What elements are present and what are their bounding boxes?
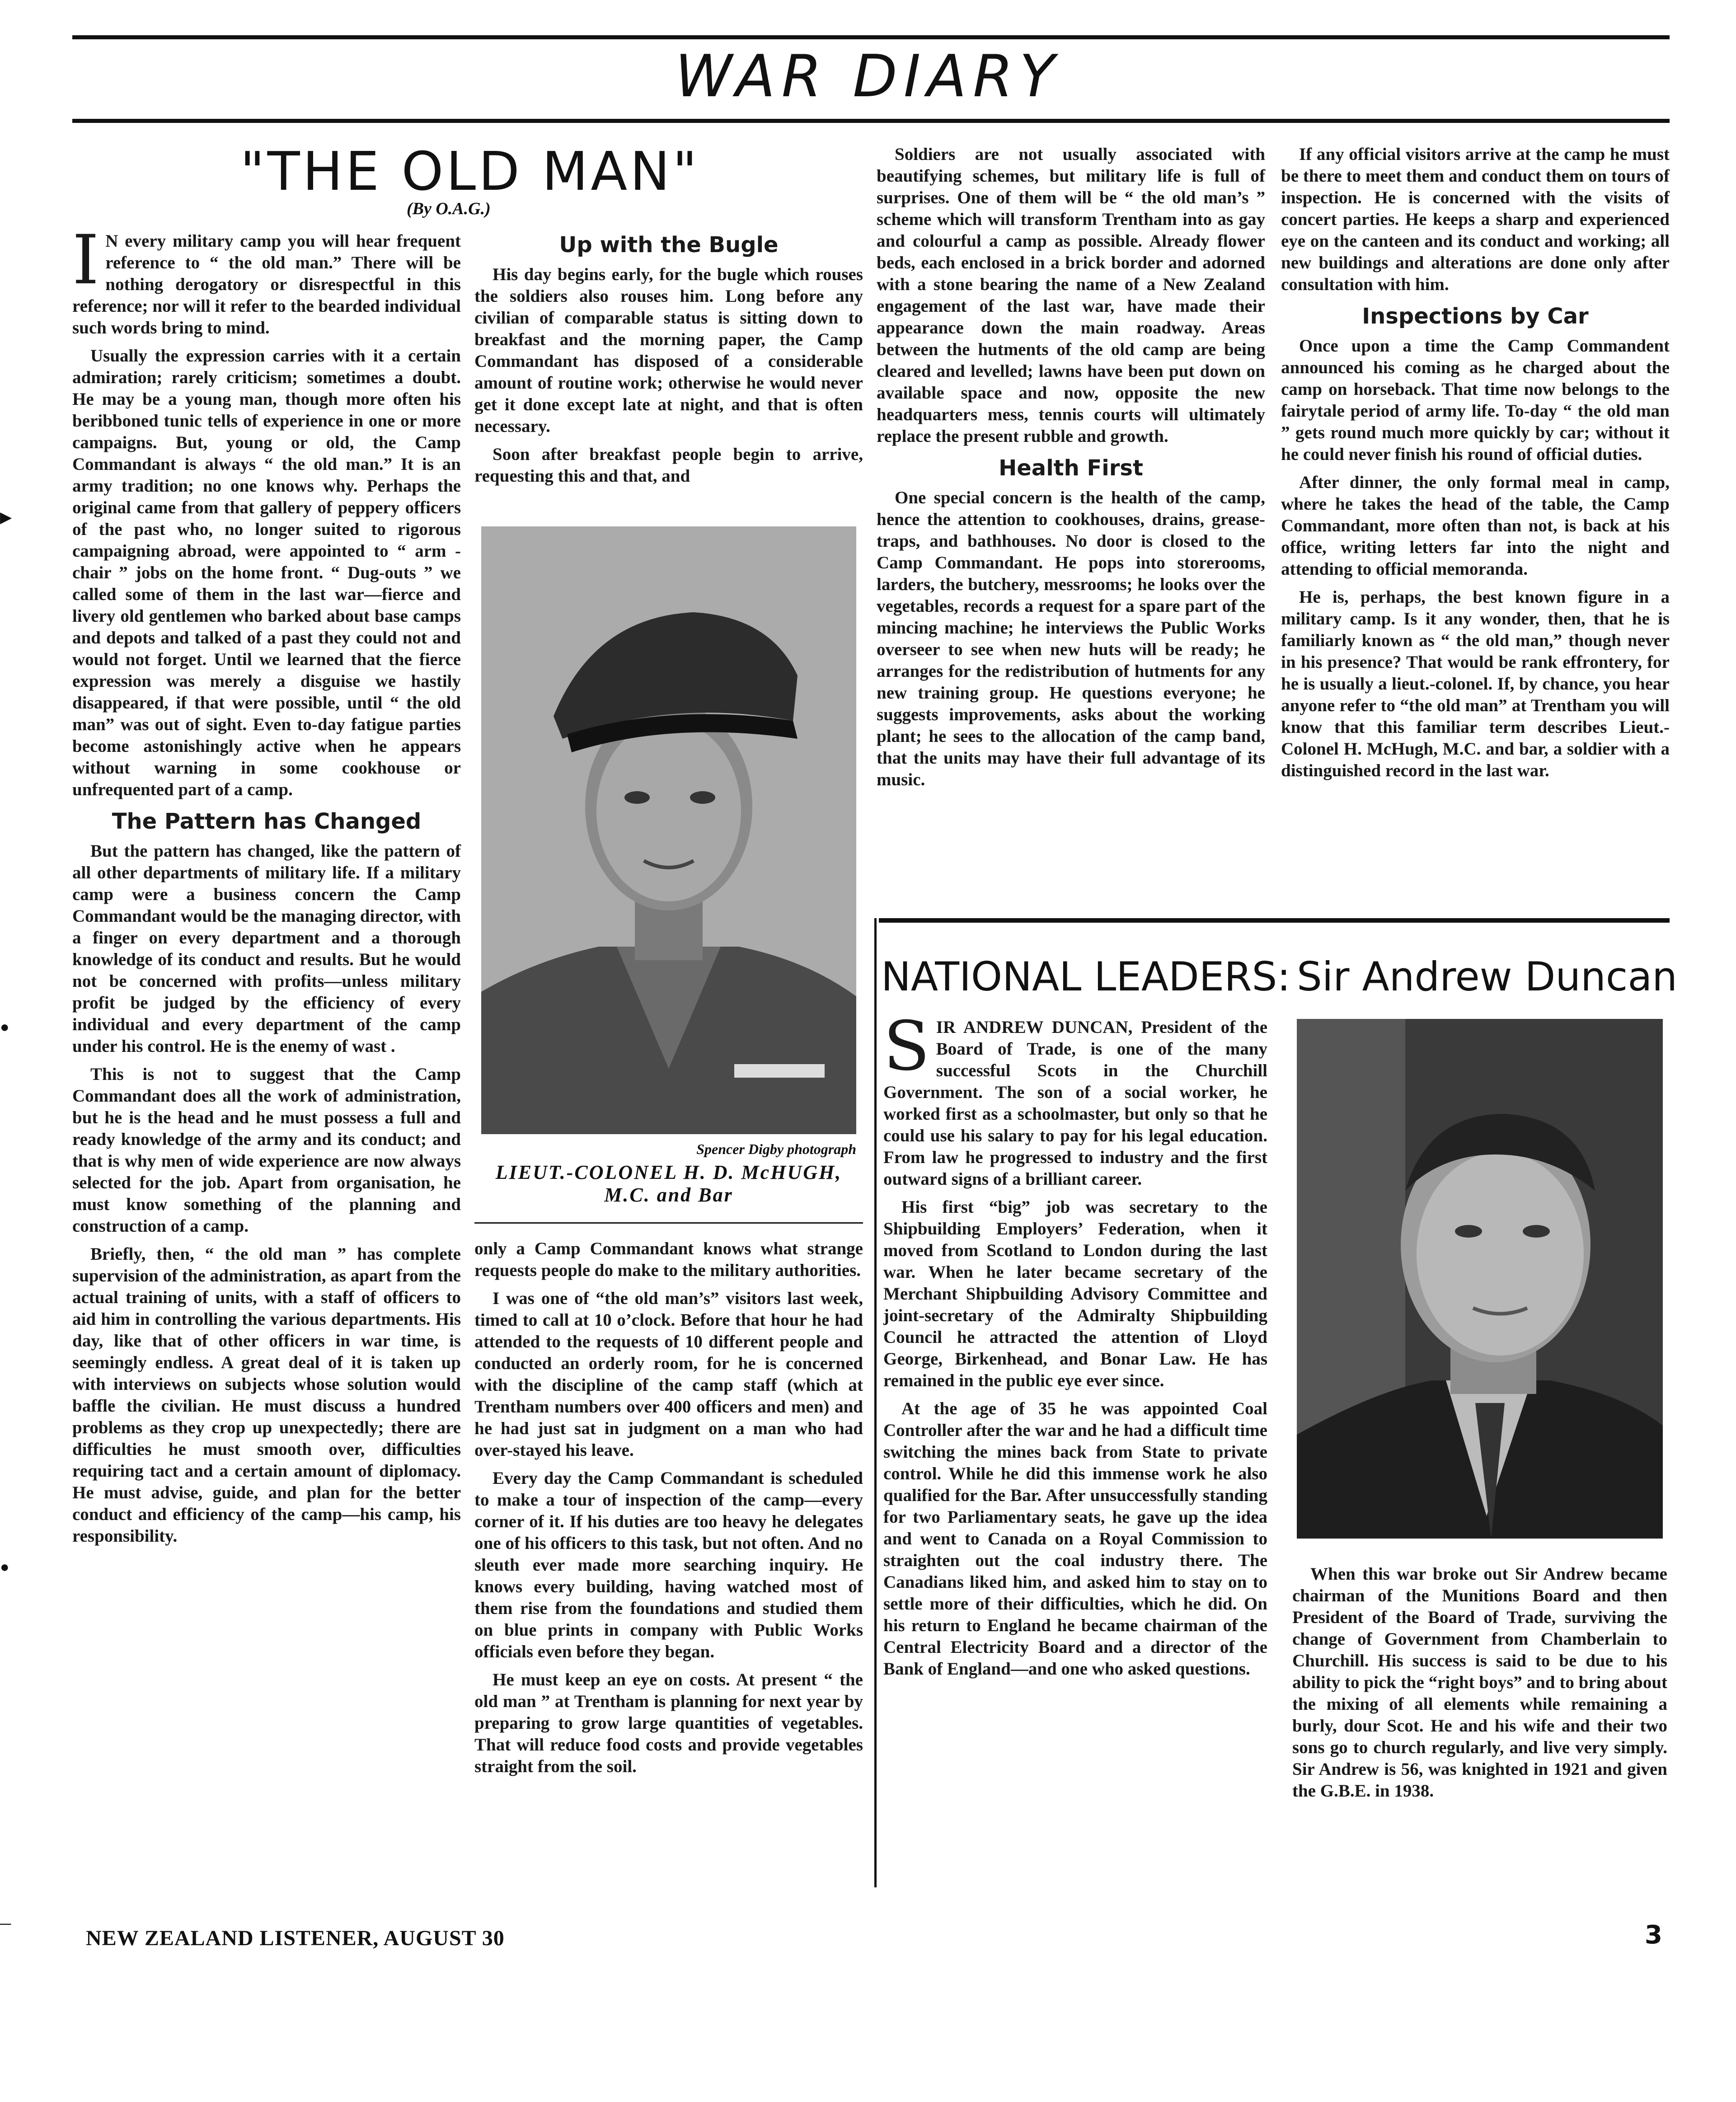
paragraph: I was one of “the old man’s” visitors last week, timed to call at 10 o’clock. Before that hour he had attended to the requests of 10 different people and conducted an orderly room, for he is concerned with the discipline of the camp staff (which at Trentham numbers over 400 officers and men) and he had just sat in judgment on a man who had over-stayed his leave. xyxy=(474,1289,863,1460)
national-leaders-title xyxy=(881,953,1290,1000)
article-column-1 xyxy=(72,221,461,1553)
paragraph: His first “big” job was secretary to the Shipbuilding Employers’ Federation, when it moved from Scotland to London during the last war. When he later became secretary of the Merchant Shipbuilding Advisory Committee and joint-secretary of the Admiralty Shipbuilding Council he attracted the attention of Lloyd George, Birkenhead, and Bonar Law. He has remained in the public eye ever since. xyxy=(883,1197,1267,1390)
paragraph: IR ANDREW DUNCAN, President of the Board of Trade, is one of the many successful Scots in the Churchill Government. The son of a social worker, he worked first as a schoolmaster, but only so that he could use his salary to pay for his legal education. From law he progressed to industry and the first outward signs of a brilliant career. xyxy=(883,1018,1267,1189)
caption-rule xyxy=(474,1222,863,1224)
portrait-illustration xyxy=(481,526,856,1134)
article-column-2 xyxy=(474,230,863,493)
paragraph: His day begins early, for the bugle which rouses the soldiers also rouses him. Long before any civilian of comparable status is sitting down to breakfast and the morning paper, the Camp Commandant has disposed of a considerable amount of routine work; otherwise he would never get it done except late at night, and that is often necessary. xyxy=(474,265,863,436)
subheading-bugle: Up with the Bugle xyxy=(559,232,779,258)
article-byline: (By O.A.G.) xyxy=(407,199,491,218)
section-rule-heavy xyxy=(879,918,1670,923)
series-title: NATIONAL LEADERS: xyxy=(881,953,1291,1000)
paragraph: If any official visitors arrive at the camp he must be there to meet them and conduct them on tours of inspection. He is concerned with the visits of concert parties. He keeps a sharp and experienced eye on the canteen and its conduct and working; all new buildings and alterations are done only after consultation with him. xyxy=(1281,145,1670,294)
margin-mark: ▶ xyxy=(0,509,12,526)
paragraph: Every day the Camp Commandant is scheduled to make a tour of inspection of the camp—every corner of it. If his duties are too heavy he delegates one of his officers to this task, but not often. And no sleuth ever made more searching inquiry. He knows every building, having watched most of them rise from the foundations and studied them on blue prints in company with Public Works officials even before they began. xyxy=(474,1469,863,1661)
portrait-photo-duncan xyxy=(1297,1019,1663,1539)
publication-footer: NEW ZEALAND LISTENER, AUGUST 30 xyxy=(86,1926,505,1950)
page-number: 3 xyxy=(1645,1920,1662,1950)
article-title: "THE OLD MAN" xyxy=(240,140,700,202)
paragraph: This is not to suggest that the Camp Commandant does all the work of administration, but he is the head and he must possess a full and ready knowledge of the army and its conduct; and that is why men of wide experience are now always selected for the job. Apart from organisation, he must know something of the planning and construction of a camp. xyxy=(72,1065,461,1236)
article-column-4 xyxy=(1281,144,1670,788)
paragraph: But the pattern has changed, like the pattern of all other departments of military life. If a military camp were a business concern the Camp Commandant would be the managing director, with a finger on every department and a thorough knowledge of its conduct and results. But he would not be concerned with profits—unless military profit be judged by the efficiency of every individual and every department of the camp under his control. He is the enemy of wast . xyxy=(72,841,461,1056)
margin-mark: ● xyxy=(0,1019,9,1036)
subheading-pattern: The Pattern has Changed xyxy=(112,809,422,834)
section-header: WAR DIARY xyxy=(675,43,1061,110)
paragraph: Usually the expression carries with it a certain admiration; rarely criticism; sometimes a doubt. He may be a young man, though more often his beribboned tunic tells of experience in one or more campaigns. But, young or old, the Camp Commandant is always “ the old man.” It is an army tradition; no one knows why. Perhaps the original came from that gallery of peppery officers of the past who, no longer suited to rigorous campaigning abroad, were appointed to “ arm - chair ” jobs on the home front. “ Dug-outs ” we called some of them in the last war—fierce and livery old gentlemen who barked about base camps and depots and talked of a past they could not and would not forget. Until we learned that the fierce expression was merely a disguise we hastily disappeared, if that were possible, until “ the old man” was out of sight. Even to-day fatigue parties become astonishingly active when he appears without warning in some cookhouse or unfrequented part of a camp. xyxy=(72,346,461,799)
photo-credit: Spencer Digby photograph xyxy=(696,1141,856,1157)
portrait-photo-mchugh xyxy=(481,526,856,1134)
article-column-2-continued xyxy=(474,1238,863,1784)
paragraph: Soldiers are not usually associated with beautifying schemes, but military life is full of surprises. One of them will be “ the old man’s ” scheme which will transform Trentham into as gay and colourful a camp as possible. Already flower beds, each enclosed in a brick border and adorned with a stone bearing the name of a New Zealand engagement of the last war, have made their appearance down the main roadway. Areas between the hutments of the old camp are being cleared and levelled; lawns have been put down on available space and now, opposite the new headquarters mess, tennis courts will ultimately replace the present rubble and growth. xyxy=(877,145,1265,446)
margin-mark: ● xyxy=(0,1559,9,1576)
portrait-illustration xyxy=(1297,1019,1663,1539)
paragraph: When this war broke out Sir Andrew became chairman of the Munitions Board and then President of the Board of Trade, surviving the change of Government from Chamberlain to Churchill. His success is said to be due to his ability to pick the “right boys” and to bring about the mixing of all elements while remaining a burly, dour Scot. He and his wife and their two sons go to church regularly, and live very simply. Sir Andrew is 56, was knighted in 1921 and given the G.B.E. in 1938. xyxy=(1292,1564,1667,1801)
paragraph: He is, perhaps, the best known figure in a military camp. Is it any wonder, then, that he is familiarly known as “ the old man,” though never in his presence? That would be rank effrontery, for he is usually a lieut.-colonel. If, by chance, you hear anyone refer to “the old man” at Trentham you will know that this familiar term describes Lieut.-Colonel H. McHugh, M.C. and bar, a soldier with a distinguished record in the last war. xyxy=(1281,587,1670,780)
paragraph: Briefly, then, “ the old man ” has complete supervision of the administration, as apart from the actual training of units, with a staff of officers to aid him in controlling the various departments. His day, like that of other officers in war time, is seemingly endless. A great deal of it is taken up with interviews on subjects whose solution would baffle the civilian. He must discuss a hundred problems as they crop up unexpectedly; there are difficulties he must smooth over, difficulties requiring tact and a certain amount of diplomacy. He must advise, guide, and plan for the better conduct and efficiency of the camp—his camp, his responsibility. xyxy=(72,1244,461,1546)
leaders-column-left xyxy=(883,1007,1267,1686)
drop-cap: S xyxy=(883,1007,930,1086)
paragraph: Soon after breakfast people begin to arrive, requesting this and that, and xyxy=(474,445,863,486)
paragraph: N every military camp you will hear frequent reference to “ the old man.” There will be nothing derogatory or disrespectful in this reference; nor will it refer to the bearded individual such words bring to mind. xyxy=(72,231,461,338)
paragraph: At the age of 35 he was appointed Coal Controller after the war and he had a difficult time switching the mines back from State to private control. While he did this immense work he also qualified for the Bar. After unsuccessfully standing for two Parliamentary seats, he gave up the idea and went to Canada on a Royal Commission to straighten out the coal industry there. The Canadians liked him, and asked him to stay on to settle more of their difficulties, which he did. On his return to England he became chairman of the Central Electricity Board and a director of the Bank of England—and one who asked questions. xyxy=(883,1399,1267,1679)
national-leaders-subject xyxy=(1297,953,1677,1000)
top-rule xyxy=(72,35,1670,39)
paragraph: Once upon a time the Camp Commandent announced his coming as he charged about the camp on horseback. That time now belongs to the fairytale period of army life. To-day “ the old man ” gets round much more quickly by car; without it he could never finish his round of official duties. xyxy=(1281,336,1670,464)
subheading-car: Inspections by Car xyxy=(1362,304,1589,329)
paragraph: After dinner, the only formal meal in camp, where he takes the head of the table, the Camp Commandant, more often than not, is back at his office, writing letters far into the night and attending to official memoranda. xyxy=(1281,473,1670,579)
margin-mark: ─ xyxy=(0,1916,11,1933)
section-rule-vertical xyxy=(874,918,877,1887)
paragraph: only a Camp Commandant knows what strange requests people do make to the military authorities. xyxy=(474,1239,863,1280)
subheading-health: Health First xyxy=(999,455,1143,481)
subject-name: Sir Andrew Duncan xyxy=(1297,953,1678,1000)
article-column-3 xyxy=(877,144,1265,797)
paragraph: One special concern is the health of the camp, hence the attention to cookhouses, drains, grease-traps, and bathhouses. No door is closed to the Camp Commandant. He pops into storerooms, larders, the butchery, messrooms; he looks over the vegetables, records a request for a spare part of the mincing machine; he interviews the Public Works overseer to see when new huts will be ready; he arranges for the redistribution of hutments for any new training group. He questions everyone; he suggests improvements, asks about the working plant; he sees to the allocation of the camp band, that the units may have their full advantage of its music. xyxy=(877,488,1265,789)
leaders-column-right xyxy=(1292,1563,1667,1808)
photo-caption: LIEUT.-COLONEL H. D. McHUGH, M.C. and Bar xyxy=(495,1161,842,1206)
header-rule xyxy=(72,119,1670,123)
drop-cap: I xyxy=(72,221,99,300)
paragraph: He must keep an eye on costs. At present “ the old man ” at Trentham is planning for next year by preparing to grow large quantities of vegetables. That will reduce food costs and provide vegetables straight from the soil. xyxy=(474,1670,863,1776)
